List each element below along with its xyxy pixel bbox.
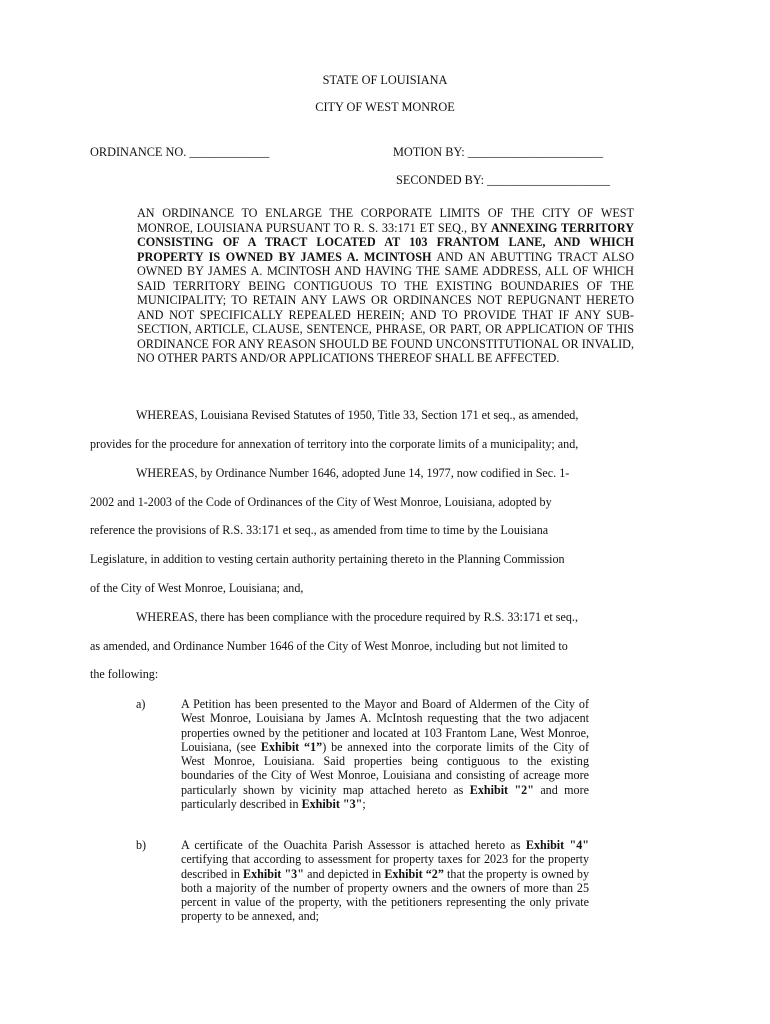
title-text-bold: ANNEXING TERRITORY CONSISTING OF A TRACT LOCATED AT 103 FRANTOM LANE, AND WHICH PROPERTY IS OWNED BY JAMES A. MCINTOSH: [137, 220, 634, 264]
title-text-1: AN ORDINANCE TO ENLARGE THE CORPORATE LIMITS OF THE CITY OF WEST MONROE, LOUISIANA PURSUANT TO R. S. 33:171 ET SEQ., BY: [137, 206, 634, 235]
whereas-3-line-2: as amended, and Ordinance Number 1646 of the City of West Monroe, including but not limited to: [90, 639, 568, 653]
whereas-2-line-2: 2002 and 1-2003 of the Code of Ordinances of the City of West Monroe, Louisiana, adopted by: [90, 495, 552, 509]
item-a-text-1: A Petition has been presented to the Mayor and Board of Aldermen of the City of West Monroe, Louisiana by James A. McIntosh requesting that the two adjacent properties owned by the petitioner and located at 103 Frantom Lane, West Monroe, Louisiana, (see: [181, 697, 589, 754]
item-a-text-3: and more particularly described in: [181, 782, 589, 812]
whereas-3-line-3: the following:: [90, 667, 159, 681]
seconded-by-field: SECONDED BY: ____________________: [396, 173, 611, 187]
whereas-2-line-3: reference the provisions of R.S. 33:171 et seq., as amended from time to time by the Louisiana: [90, 523, 549, 537]
title-text-3: AND AN ABUTTING TRACT ALSO OWNED BY JAMES A. MCINTOSH AND HAVING THE SAME ADDRESS, ALL OF WHICH SAID TERRITORY BEING CONTIGUOUS TO THE EXISTING BOUNDARIES OF THE MUNICIPALITY; TO RETAIN ANY LAWS OR ORDINANCES NOT REPUGNANT HERETO AND NOT SPECIFICALLY REPEALED HEREIN; AND TO PROVIDE THAT IF ANY SUB-SECTION, ARTICLE, CLAUSE, SENTENCE, PHRASE, OR PART, OR APPLICATION OF THIS ORDINANCE FOR ANY REASON SHOULD BE FOUND UNCONSTITUTIONAL OR INVALID, NO OTHER PARTS AND/OR APPLICATIONS THEREOF SHALL BE AFFECTED.: [137, 249, 634, 365]
item-a-label: a): [136, 697, 146, 711]
item-b-text-1: A certificate of the Ouachita Parish Assessor is attached hereto as: [181, 838, 526, 852]
exhibit-2-ref-b: Exhibit “2”: [384, 866, 444, 881]
whereas-1-line-1: WHEREAS, Louisiana Revised Statutes of 1950, Title 33, Section 171 et seq., as amended,: [136, 408, 579, 422]
ordinance-number-field: ORDINANCE NO. _____________: [90, 145, 270, 159]
city-heading: CITY OF WEST MONROE: [315, 100, 455, 114]
whereas-1-line-2: provides for the procedure for annexation of territory into the corporate limits of a municipality; and,: [90, 437, 579, 451]
state-heading: STATE OF LOUISIANA: [322, 73, 448, 87]
item-a-text-2: ) be annexed into the corporate limits of the City of West Monroe, Louisiana. Said properties being contiguous to the existing boundaries of the City of West Monroe, Louisiana and consisting of acreage more particularly shown by vicinity map attached hereto as: [181, 739, 589, 797]
item-a-text: [181, 697, 589, 811]
item-a-text-4: ;: [362, 797, 366, 812]
item-b-text-4: that the property is owned by both a majority of the number of property owners and the owners of more than 25 percent in value of the property, with the petitioners representing the only private property to be annexed, and;: [181, 866, 589, 924]
whereas-2-line-5: of the City of West Monroe, Louisiana; and,: [90, 581, 304, 595]
exhibit-3-ref: Exhibit "3": [301, 797, 363, 812]
whereas-3-line-1: WHEREAS, there has been compliance with the procedure required by R.S. 33:171 et seq.,: [136, 610, 578, 624]
whereas-2-line-4: Legislature, in addition to vesting certain authority pertaining thereto in the Planning Commission: [90, 552, 565, 566]
item-b-text-2: certifying that according to assessment for property taxes for 2023 for the property described in: [181, 852, 589, 881]
exhibit-4-ref: Exhibit "4": [525, 838, 590, 852]
exhibit-3-ref-b: Exhibit "3": [243, 866, 304, 881]
exhibit-1-ref: Exhibit “1”: [260, 739, 323, 754]
whereas-2-line-1: WHEREAS, by Ordinance Number 1646, adopted June 14, 1977, now codified in Sec. 1-: [136, 466, 570, 480]
ordinance-title: [137, 206, 634, 366]
motion-by-field: MOTION BY: ______________________: [393, 145, 603, 159]
item-b-label: b): [136, 838, 147, 852]
item-b-text-3: and depicted in: [303, 866, 385, 881]
item-b-text: [181, 838, 589, 924]
exhibit-2-ref: Exhibit "2": [469, 782, 534, 797]
